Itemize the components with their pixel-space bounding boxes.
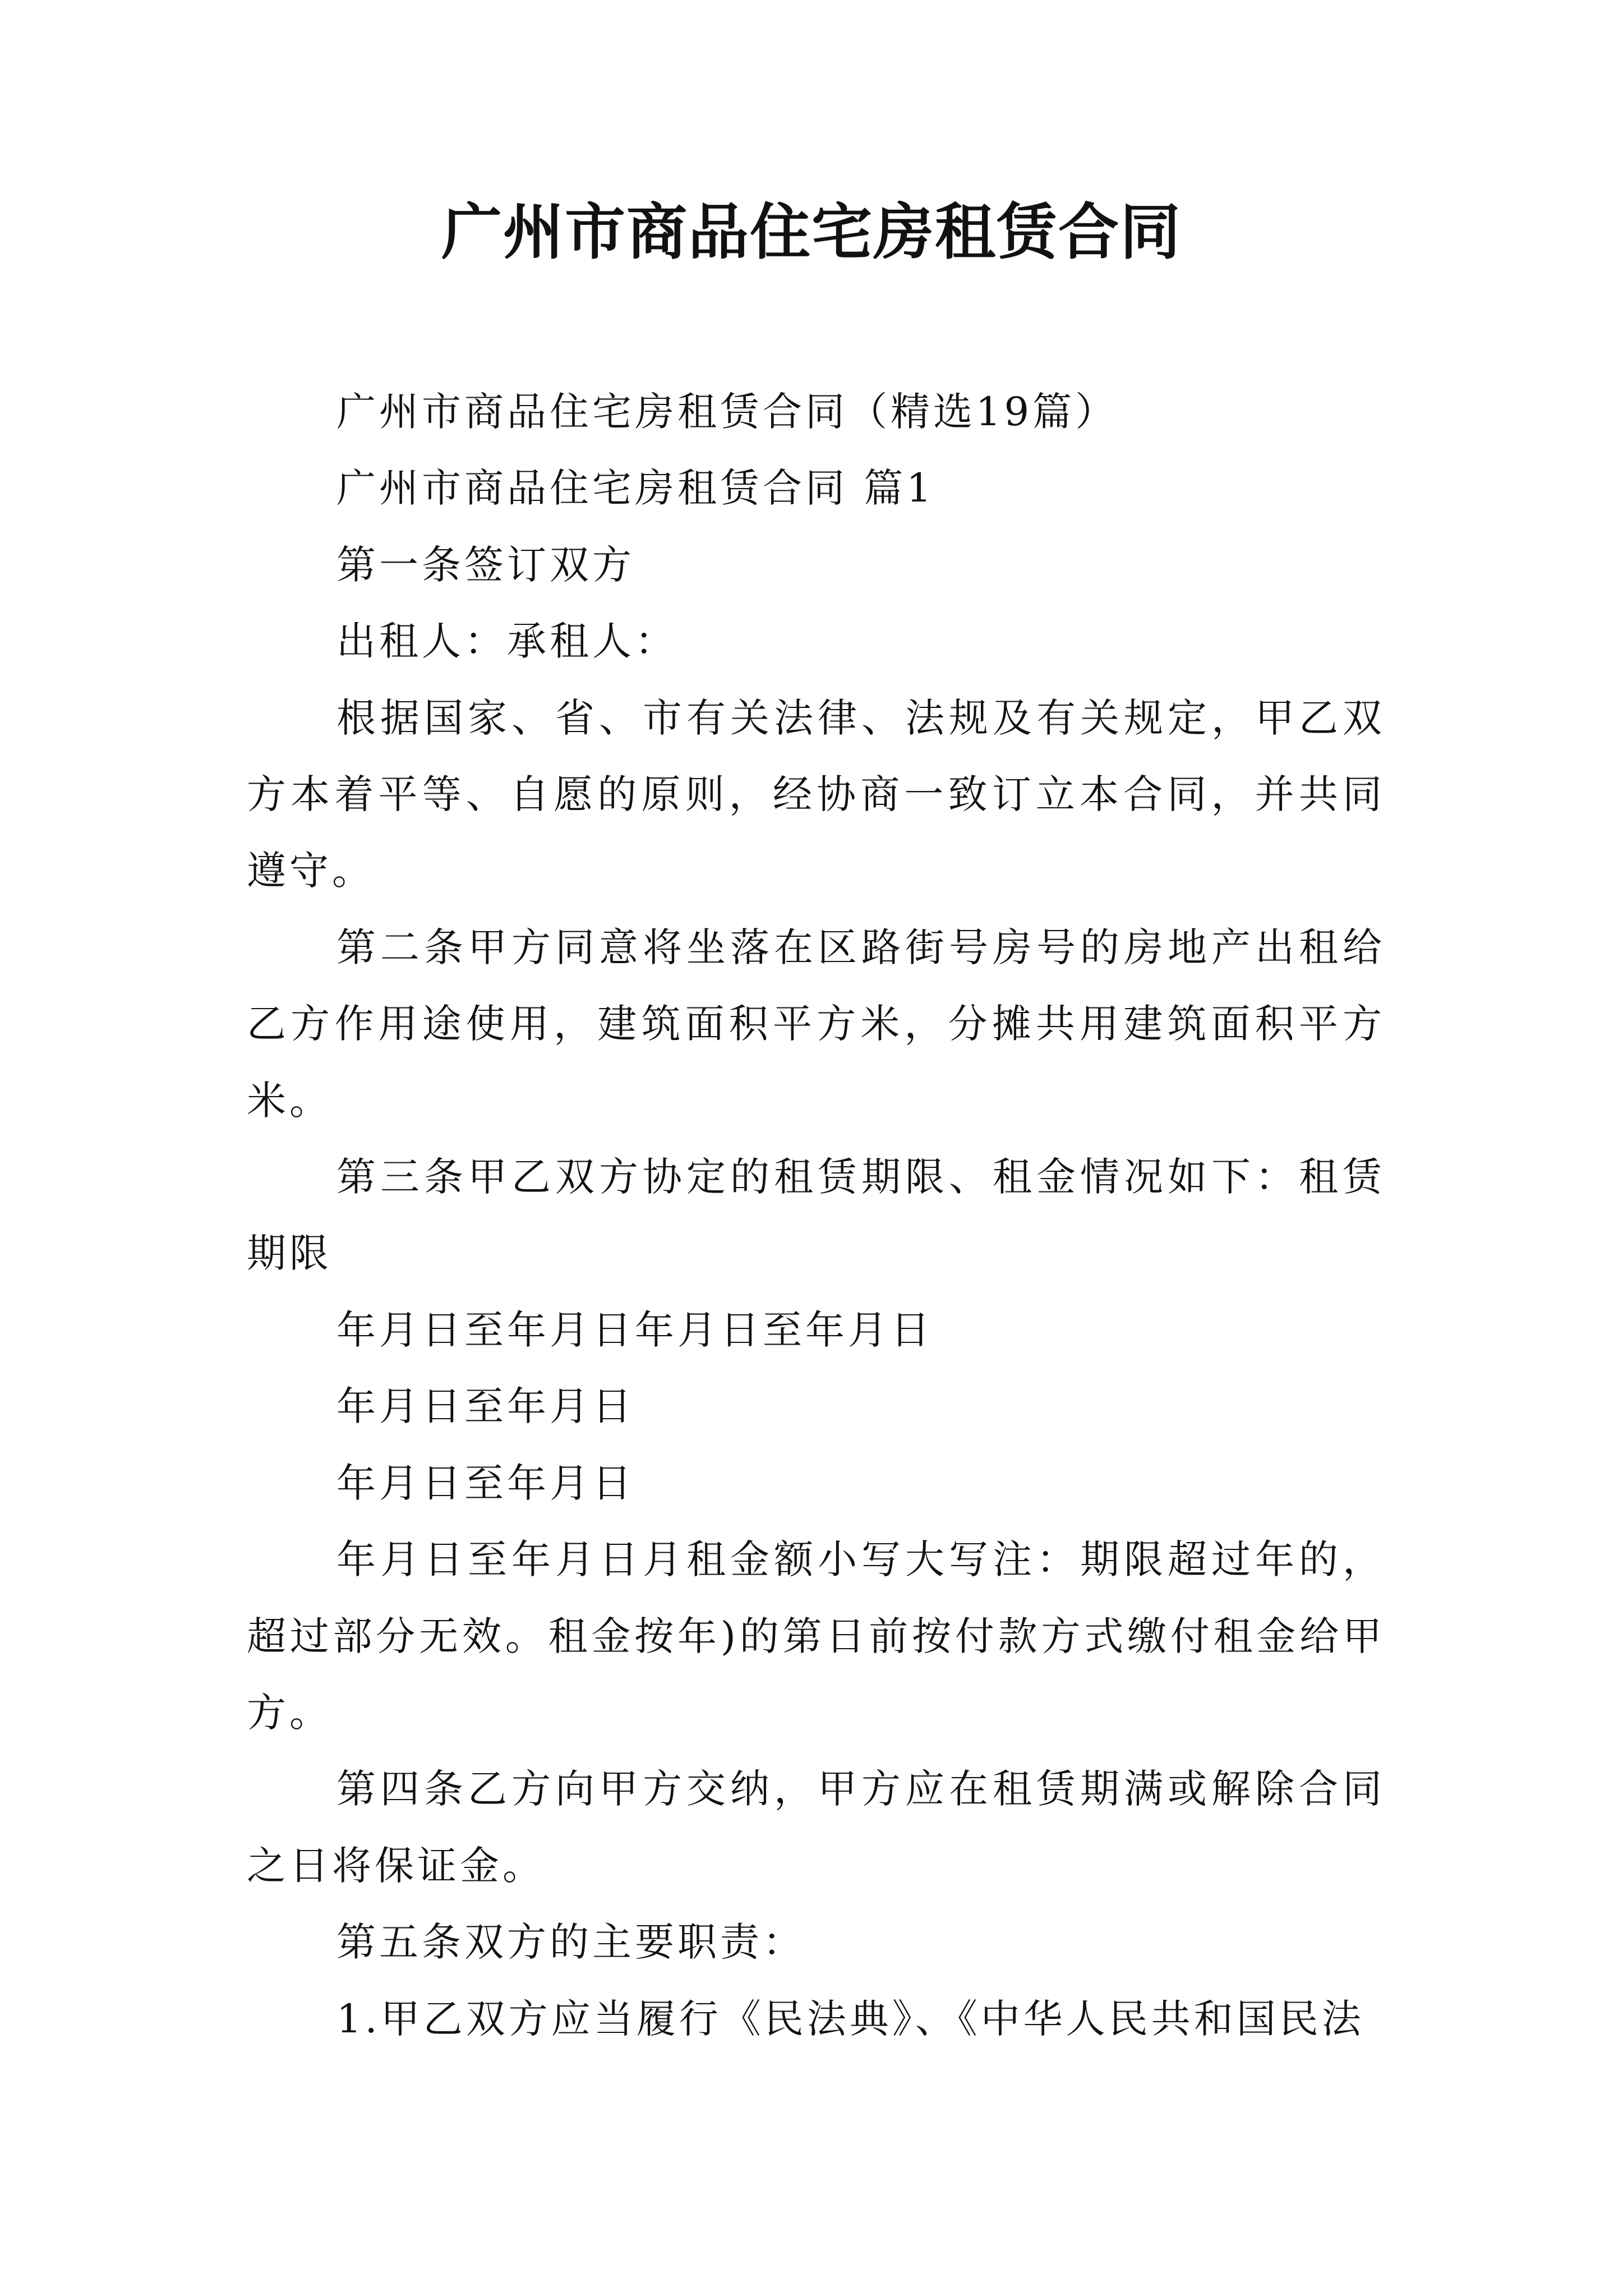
paragraph: 广州市商品住宅房租赁合同 篇1 xyxy=(336,465,935,512)
paragraph: 年月日至年月日 xyxy=(336,1460,635,1506)
paragraph: 根据国家、省、市有关法律、法规及有关规定，甲乙双方本着平等、自愿的原则，经协商一致订立本合同，并共同遵守。 xyxy=(247,694,1385,894)
paragraph: 年月日至年月日 xyxy=(336,1383,635,1430)
paragraph: 出租人：承租人： xyxy=(336,618,677,665)
paragraph: 1.甲乙双方应当履行《民法典》、《中华人民共和国民法 xyxy=(336,1995,1364,2042)
paragraph: 第三条甲乙双方协定的租赁期限、租金情况如下：租赁期限 xyxy=(247,1154,1385,1277)
document-title: 广州市商品住宅房租赁合同 xyxy=(441,197,1182,268)
paragraph: 第一条签订双方 xyxy=(336,541,635,588)
document-body xyxy=(247,374,1385,2057)
paragraph: 第二条甲方同意将坐落在区路街号房号的房地产出租给乙方作用途使用，建筑面积平方米，分摊共用建筑面积平方米。 xyxy=(247,924,1385,1124)
paragraph: 第四条乙方向甲方交纳，甲方应在租赁期满或解除合同之日将保证金。 xyxy=(247,1766,1385,1889)
paragraph: 年月日至年月日月租金额小写大写注：期限超过年的，超过部分无效。租金按年)的第日前按付款方式缴付租金给甲方。 xyxy=(247,1536,1385,1736)
paragraph: 年月日至年月日年月日至年月日 xyxy=(336,1306,933,1353)
paragraph: 广州市商品住宅房租赁合同（精选19篇） xyxy=(336,389,1118,435)
paragraph: 第五条双方的主要职责： xyxy=(336,1919,805,1966)
